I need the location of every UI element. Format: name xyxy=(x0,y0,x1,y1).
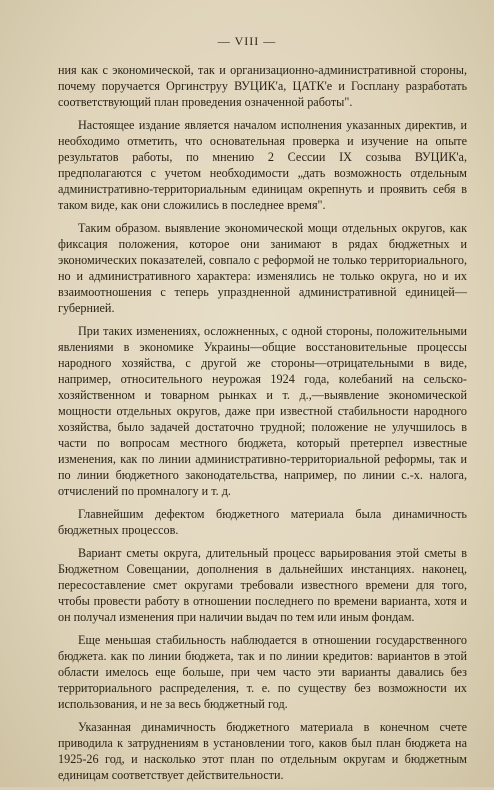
paragraph-5: Главнейшим дефектом бюджетного материала была динамичность бюджетных процессов. xyxy=(58,507,467,537)
paragraph-2: Настоящее издание является началом исполнения указанных директив, и необходимо отметить, что основательная проверка и изучение на опыте результатов работы, по мнению 2 Сессии IX созыва ВУЦИК'а, предполагаются с учетом необходимости „дать возможность отдельным административно-территориальным единицам окрепнуть и проявить себя в таком виде, как они сложились в последнее время". xyxy=(58,118,467,212)
page-number: — VIII — xyxy=(217,34,277,48)
paragraph-1: ния как с экономической, так и организационно-административной стороны, почему поручается Оргинструу ВУЦИК'а, ЦАТК'е и Госплану разработать соответствующий план проведения означенной работы". xyxy=(58,63,467,109)
paragraph-4: При таких изменениях, осложненных, с одной стороны, положительными явлениями в экономике Украины—общие восстановительные процессы народного хозяйства, с другой же стороны—отрицательными в виде, например, относительного неурожая 1924 года, колебаний на сельско-хозяйственном и товарном рынках и т. д.,—выявление экономической мощности отдельных округов, даже при известной стабильности народного хозяйства, было задачей достаточно трудной; положение не улучшилось в части по вопросам местного бюджета, который претерпел известные изменения, как по линии административно-территориальной реформы, так и по линии бюджетного законодательства, например, по линии с.-х. налога, отчислений по промналогу и т. д. xyxy=(58,324,467,498)
paragraph-3: Таким образом. выявление экономической мощи отдельных округов, как фиксация положения, которое они занимают в рядах бюджетных и экономических показателей, совпало с реформой не только территориального, но и административного характера: изменялись не только округа, но и их взаимоотношения с теперь упраздненной административной единицей—губернией. xyxy=(58,221,467,315)
paragraph-7: Еще меньшая стабильность наблюдается в отношении государственного бюджета. как по линии бюджета, так и по линии кредитов: вариантов в этой области имелось еще больше, при чем часто эти варианты давались без территориального распределения, т. е. по существу без возможности их использования, и не за весь бюджетный год. xyxy=(58,633,467,711)
body-text xyxy=(58,62,467,790)
paragraph-8: Указанная динамичность бюджетного материала в конечном счете приводила к затруднениям в установлении того, каков был план бюджета на 1925-26 год, и насколько этот план по отдельным округам и бюджетным единицам соответствует действительности. xyxy=(58,720,467,782)
paragraph-6: Вариант сметы округа, длительный процесс варьирования этой сметы в Бюджетном Совещании, дополнения в дальнейших инстанциях. наконец, пересоставление смет округами требовали известного времени для того, чтобы провести работу в отношении последнего по времени варианта, хотя и он получал изменения при наличии выдач по тем или иным фондам. xyxy=(58,546,467,624)
